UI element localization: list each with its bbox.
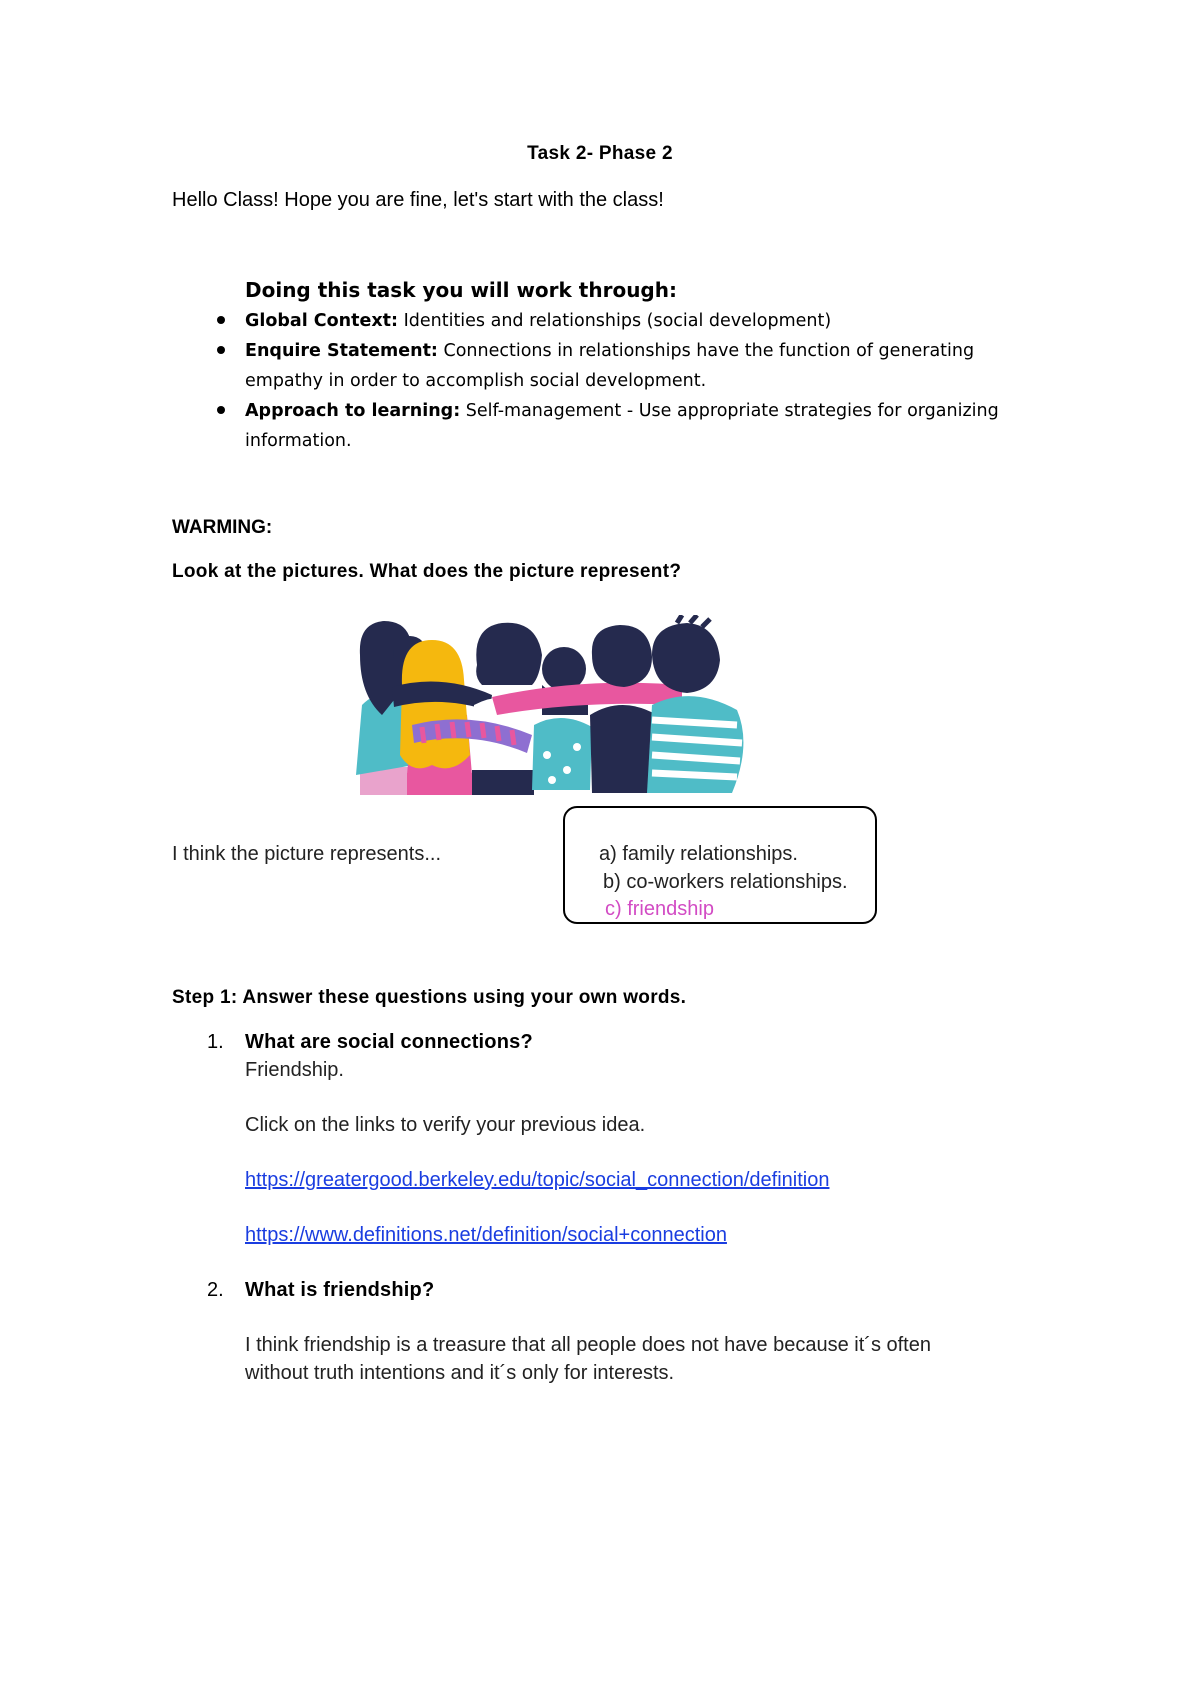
bullet-approach-to-learning — [245, 396, 999, 456]
bullet-text: Connections in relationships have the function of generating — [437, 341, 975, 361]
link-greatergood[interactable]: https://greatergood.berkeley.edu/topic/social_connection/definition — [245, 1169, 830, 1191]
bullet-text-continued: empathy in order to accomplish social development. — [245, 371, 707, 391]
hair-shape — [592, 625, 652, 687]
page-title: Task 2- Phase 2 — [527, 143, 673, 164]
bullet-label: Approach to learning: — [245, 401, 461, 421]
bullet-enquire-statement — [245, 336, 974, 396]
option-c-selected[interactable]: c) friendship — [605, 898, 714, 920]
hair-shape — [400, 640, 470, 768]
question-number: 1. — [207, 1031, 224, 1053]
hair-shape — [476, 623, 542, 685]
shirt-shape — [532, 718, 592, 790]
dot-pattern — [573, 743, 581, 751]
think-text: I think the picture represents... — [172, 843, 442, 865]
dot-pattern — [563, 766, 571, 774]
bullet-icon — [217, 346, 225, 354]
look-prompt: Look at the pictures. What does the picture represent? — [172, 561, 682, 582]
option-a[interactable]: a) family relationships. — [599, 843, 798, 865]
bullet-label: Global Context: — [245, 311, 399, 331]
step-1-heading: Step 1: Answer these questions using your own words. — [172, 987, 687, 1008]
option-b[interactable]: b) co-workers relationships. — [603, 871, 848, 893]
bullet-text: Identities and relationships (social development) — [398, 311, 832, 331]
warming-heading: WARMING: — [172, 517, 273, 538]
bullet-text: Self-management - Use appropriate strategies for organizing — [460, 401, 999, 421]
shirt-shape — [590, 705, 657, 793]
bullet-label: Enquire Statement: — [245, 341, 438, 361]
links-instruction: Click on the links to verify your previous idea. — [245, 1114, 646, 1136]
question-1-text: What are social connections? — [245, 1031, 533, 1053]
greeting-text: Hello Class! Hope you are fine, let's start with the class! — [172, 189, 664, 211]
dot-pattern — [543, 751, 551, 759]
bullet-text-continued: information. — [245, 431, 352, 451]
question-1-answer: Friendship. — [245, 1059, 344, 1081]
question-2-answer-line-1: I think friendship is a treasure that all people does not have because it´s often — [245, 1334, 931, 1356]
skirt-shape — [407, 773, 472, 795]
question-2-text: What is friendship? — [245, 1279, 435, 1301]
intro-heading: Doing this task you will work through: — [245, 278, 677, 302]
bullet-icon — [217, 406, 225, 414]
friends-hugging-illustration — [352, 615, 778, 795]
link-definitions[interactable]: https://www.definitions.net/definition/social+connection — [245, 1224, 727, 1246]
bullet-icon — [217, 316, 225, 324]
question-number: 2. — [207, 1279, 224, 1301]
hair-shape — [652, 623, 720, 693]
question-2-answer-line-2: without truth intentions and it´s only for interests. — [245, 1362, 675, 1384]
bullet-global-context — [245, 306, 831, 336]
pants-shape — [472, 770, 534, 795]
dot-pattern — [548, 776, 556, 784]
